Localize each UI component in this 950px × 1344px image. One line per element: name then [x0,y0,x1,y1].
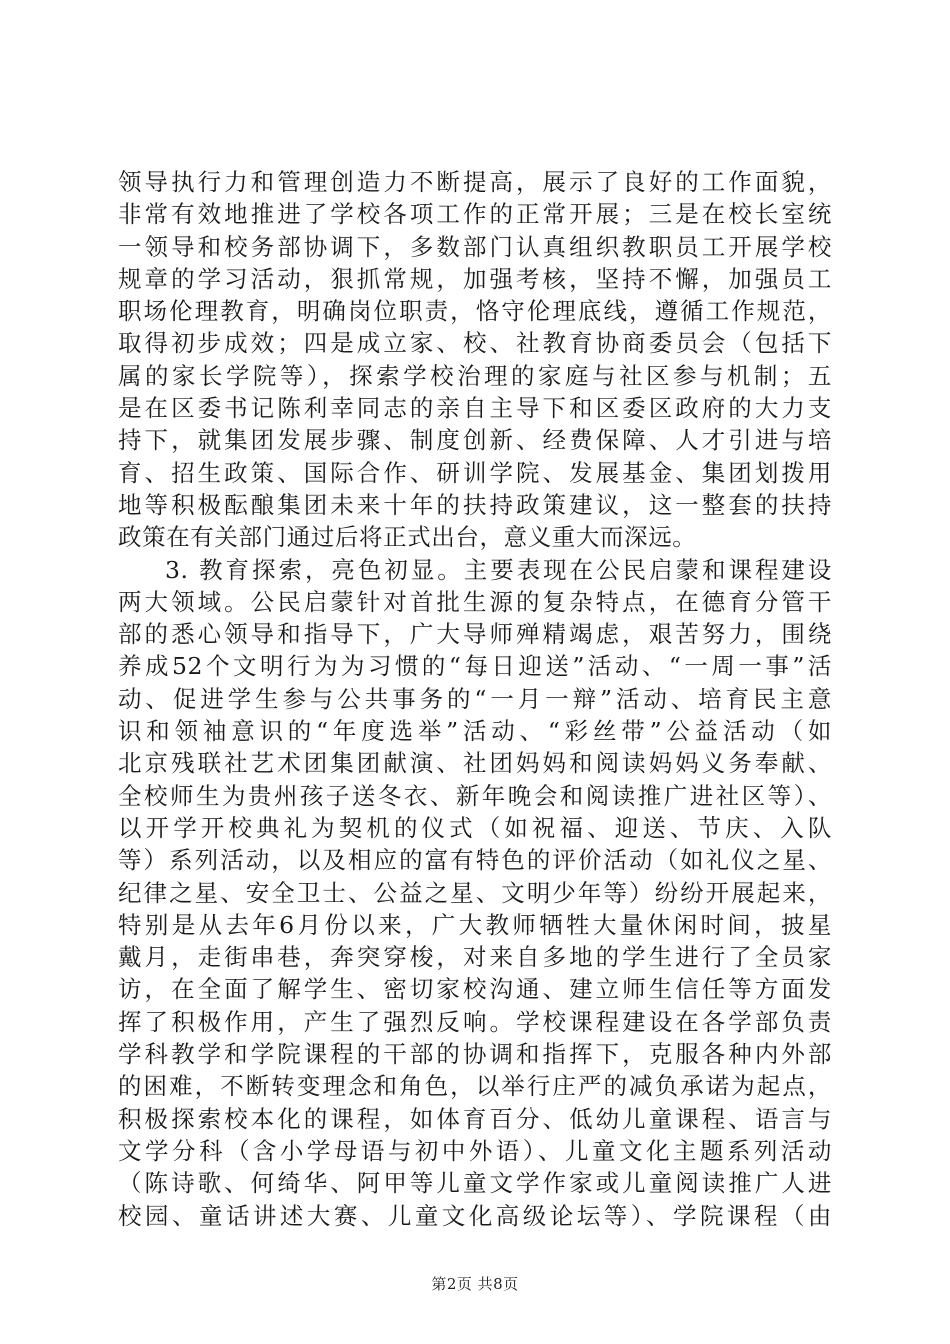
text-line: 两大领域。公民启蒙针对首批生源的复杂特点，在德育分管干 [118,587,832,616]
text-line: 以开学开校典礼为契机的仪式（如祝福、迎送、节庆、入队 [118,813,832,842]
text-line: 纪律之星、安全卫士、公益之星、文明少年等）纷纷开展起来， [118,878,832,907]
text-line: 文学分科（含小学母语与初中外语）、儿童文化主题系列活动 [118,1136,832,1165]
text-line: 一领导和校务部协调下，多数部门认真组织教职员工开展学校 [118,232,832,261]
text-line: 非常有效地推进了学校各项工作的正常开展；三是在校长室统 [118,200,832,229]
text-line: 北京残联社艺术团集团献演、社团妈妈和阅读妈妈义务奉献、 [118,749,832,778]
text-line: 领导执行力和管理创造力不断提高，展示了良好的工作面貌， [118,168,832,196]
text-line: 特别是从去年6月份以来，广大教师牺牲大量休闲时间，披星 [118,910,832,939]
text-line: 政策在有关部门通过后将正式出台，意义重大而深远。 [118,523,697,552]
text-line: 取得初步成效；四是成立家、校、社教育协商委员会（包括下 [118,329,832,358]
text-line: 戴月，走街串巷，奔突穿梭，对来自多地的学生进行了全员家 [118,943,832,972]
text-line: 识和领袖意识的“年度选举”活动、“彩丝带”公益活动（如 [118,717,832,746]
text-line: 属的家长学院等），探索学校治理的家庭与社区参与机制；五 [118,361,832,390]
text-line: 规章的学习活动，狠抓常规，加强考核，坚持不懈，加强员工 [118,264,832,293]
text-line: 全校师生为贵州孩子送冬衣、新年晚会和阅读推广进社区等）、 [118,781,832,810]
text-line: 职场伦理教育，明确岗位职责，恪守伦理底线，遵循工作规范， [118,297,832,326]
text-line: 学科教学和学院课程的干部的协调和指挥下，克服各种内外部 [118,1040,832,1069]
text-line: 持下，就集团发展步骤、制度创新、经费保障、人才引进与培 [118,426,832,455]
text-line: （陈诗歌、何绮华、阿甲等儿童文学作家或儿童阅读推广人进 [118,1169,832,1198]
text-line: 积极探索校本化的课程，如体育百分、低幼儿童课程、语言与 [118,1104,832,1133]
page-footer: 第2页 共8页 [431,1275,519,1293]
paragraph-start-line: 3. 教育探索，亮色初显。主要表现在公民启蒙和课程建设 [165,555,832,584]
text-line: 是在区委书记陈利幸同志的亲自主导下和区委区政府的大力支 [118,394,832,423]
text-line: 部的悉心领导和指导下，广大导师殚精竭虑，艰苦努力，围绕 [118,620,832,649]
text-line: 挥了积极作用，产生了强烈反响。学校课程建设在各学部负责 [118,1007,832,1036]
text-line: 等）系列活动，以及相应的富有特色的评价活动（如礼仪之星、 [118,846,832,875]
text-line: 地等积极酝酿集团未来十年的扶持政策建议，这一整套的扶持 [118,490,832,519]
body-text [118,166,832,1232]
text-line: 育、招生政策、国际合作、研训学院、发展基金、集团划拨用 [118,458,832,487]
text-line: 校园、童话讲述大赛、儿童文化高级论坛等）、学院课程（由 [118,1201,832,1230]
text-line: 养成52个文明行为为习惯的“每日迎送”活动、“一周一事”活 [118,652,832,681]
text-line: 动、促进学生参与公共事务的“一月一辩”活动、培育民主意 [118,684,832,713]
text-line: 的困难，不断转变理念和角色，以举行庄严的减负承诺为起点， [118,1072,832,1101]
text-line: 访，在全面了解学生、密切家校沟通、建立师生信任等方面发 [118,975,832,1004]
